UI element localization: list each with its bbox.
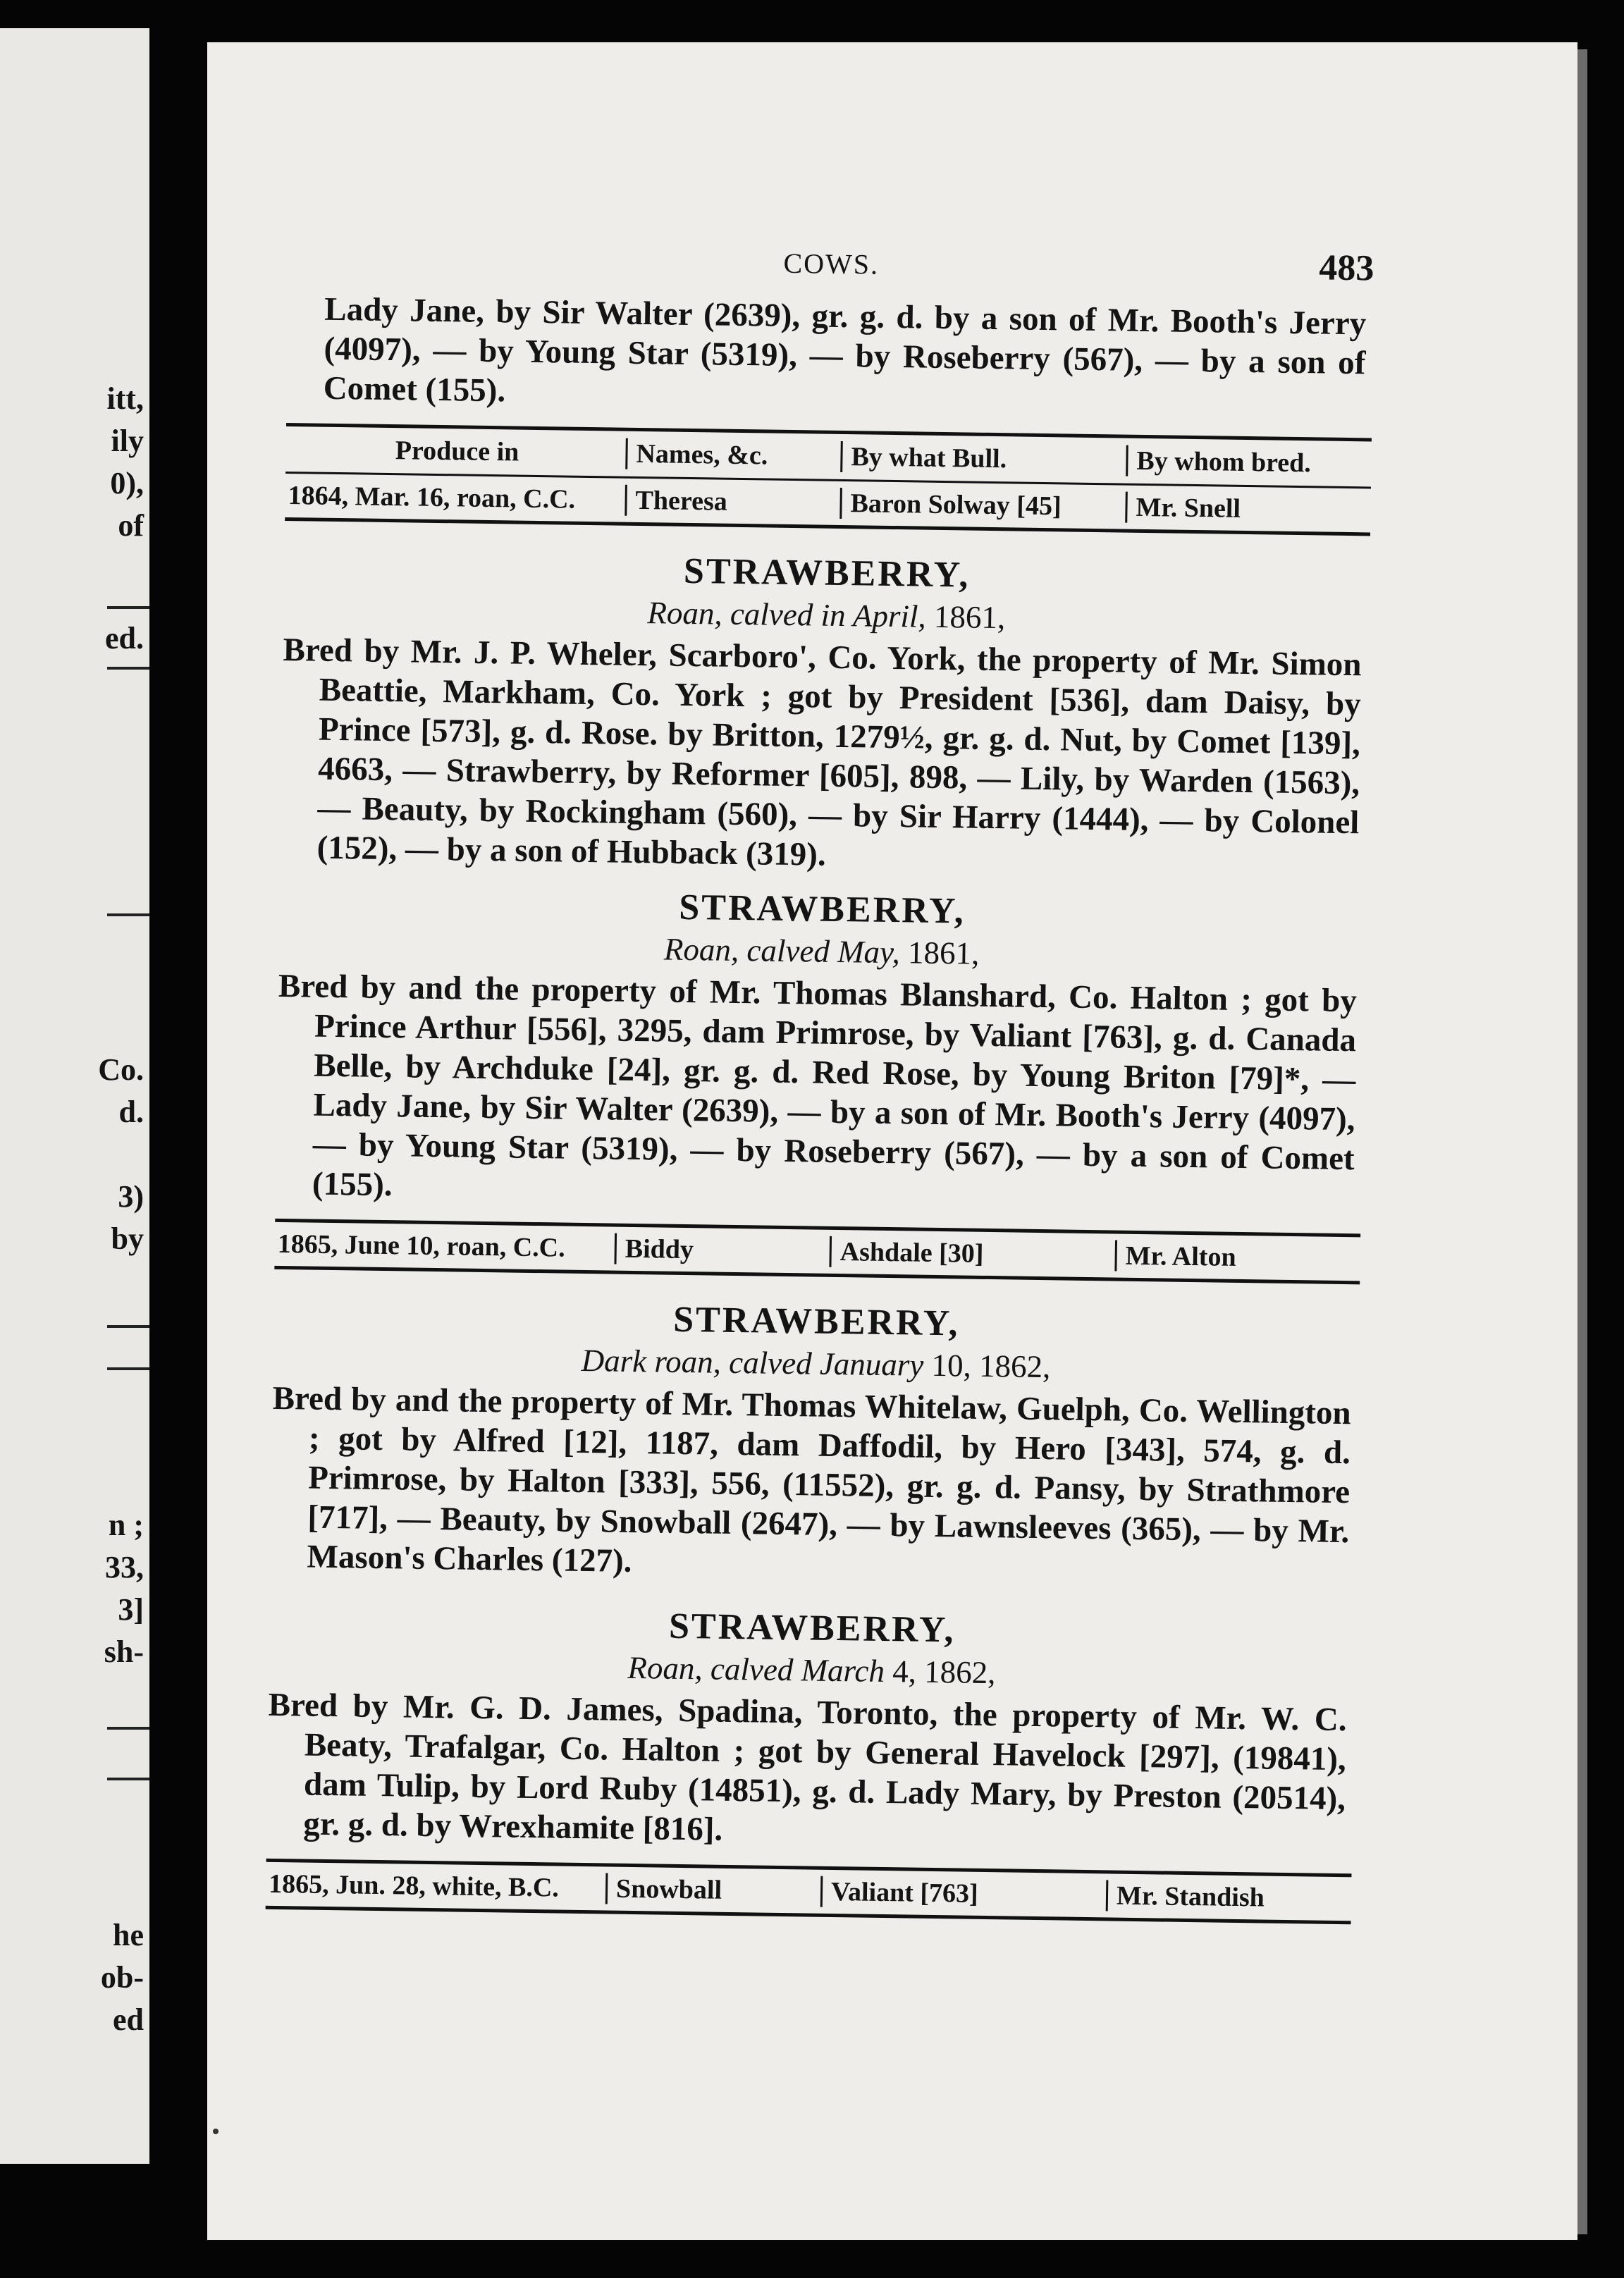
book-page bbox=[207, 42, 1577, 2240]
page-content bbox=[266, 226, 1374, 1924]
running-title: COWS. bbox=[783, 247, 880, 281]
entry-subtitle: Roan, calved May, 1861, bbox=[663, 931, 980, 971]
margin-fragment: ed. bbox=[105, 621, 144, 655]
facing-page-fragment bbox=[0, 28, 149, 2164]
entry-title: STRAWBERRY, bbox=[678, 887, 966, 932]
margin-fragment: 0), bbox=[110, 466, 144, 500]
entry-paragraph: Bred by Mr. G. D. James, Spadina, Toronto, the property of Mr. W. C. Beaty, Trafalgar, Co. Halton ; got by General Havelock [297], (19841), dam Tulip, by Lord Ruby (14851), g. d. Lady Mary, by Preston (20514), gr. g. d. by Wrexhamite [816]. bbox=[268, 1686, 1347, 1848]
produce-date: 1864, Mar. 16, roan, C.C. bbox=[288, 481, 576, 515]
produce-bull: Valiant [763] bbox=[820, 1876, 1107, 1911]
header-names: Names, &c. bbox=[625, 438, 841, 472]
entry-title: STRAWBERRY, bbox=[683, 550, 971, 596]
entry-title: STRAWBERRY, bbox=[668, 1606, 956, 1651]
margin-fragment: sh- bbox=[104, 1634, 144, 1669]
produce-breeder: Mr. Snell bbox=[1125, 492, 1371, 527]
produce-bull: Ashdale [30] bbox=[829, 1236, 1115, 1272]
entry-paragraph: Bred by and the property of Mr. Thomas Blanshard, Co. Halton ; got by Prince Arthur [556], 3295, dam Primrose, by Valiant [763], g. d. Canada Belle, by Archduke [24], gr. g. d. Red Rose, by Young Briton [79]*, — Lady Jane, by Sir Walter (2639), — by a son of Mr. Booth's Jerry (4097), — by Young Star (5319), — by Roseberry (567), — by a son of Comet (155). bbox=[278, 967, 1358, 1204]
produce-name: Theresa bbox=[625, 485, 840, 519]
margin-fragment: Co. bbox=[98, 1052, 144, 1087]
entry-subtitle: Roan, calved in April, 1861, bbox=[647, 595, 1006, 636]
produce-table bbox=[266, 1859, 1352, 1924]
entry-subtitle: Dark roan, calved January 10, 1862, bbox=[581, 1342, 1051, 1385]
margin-rule bbox=[107, 606, 149, 609]
entry-title: STRAWBERRY, bbox=[672, 1299, 960, 1344]
margin-fragment: he bbox=[113, 1918, 144, 1952]
margin-fragment: 3) bbox=[118, 1179, 144, 1214]
entry-subtitle: Roan, calved March 4, 1862, bbox=[627, 1649, 996, 1691]
produce-name: Snowball bbox=[605, 1873, 821, 1907]
produce-breeder: Mr. Alton bbox=[1114, 1240, 1360, 1275]
produce-row bbox=[274, 1222, 1360, 1281]
margin-rule bbox=[107, 1778, 149, 1780]
header-produce-in: Produce in bbox=[395, 436, 519, 467]
margin-rule bbox=[107, 1367, 149, 1370]
entry-paragraph: Bred by Mr. J. P. Wheler, Scarboro', Co. York, the property of Mr. Simon Beattie, Markham, Co. York ; got by President [536], dam Daisy, by Prince [573], g. d. Rose. by Britton, 1279½, gr. g. d. Nut, by Comet [139], 4663, — Strawberry, by Reformer [605], 898, — Lily, by Warden (1563), — Beauty, by Rockingham (560), — by Sir Harry (1444), — by Colonel (152), — by a son of Hubback (319). bbox=[283, 631, 1362, 873]
margin-fragment: n ; bbox=[108, 1508, 144, 1542]
entry-paragraph: Bred by and the property of Mr. Thomas Whitelaw, Guelph, Co. Wellington ; got by Alfred [12], 1187, dam Daffodil, by Hero [343], 574, g. d. Primrose, by Halton [333], 556, (11552), gr. g. d. Pansy, by Strathmore [717], — Beauty, by Snowball (2647), — by Lawnsleeves (365), — by Mr. Mason's Charles (127). bbox=[272, 1379, 1351, 1580]
produce-name: Biddy bbox=[614, 1233, 830, 1267]
margin-rule bbox=[107, 667, 149, 670]
produce-bull: Baron Solway [45] bbox=[839, 488, 1126, 523]
produce-date: 1865, Jun. 28, white, B.C. bbox=[268, 1868, 560, 1903]
page-number: 483 bbox=[1318, 247, 1374, 289]
intro-paragraph: Lady Jane, by Sir Walter (2639), gr. g. d. by a son of Mr. Booth's Jerry (4097), — by Young Star (5319), — by Roseberry (567), — by a son of Comet (155). bbox=[323, 290, 1367, 410]
produce-date: 1865, June 10, roan, C.C. bbox=[277, 1229, 565, 1263]
margin-fragment: by bbox=[111, 1221, 144, 1256]
margin-fragment: ob- bbox=[100, 1960, 144, 1995]
produce-table bbox=[274, 1219, 1360, 1284]
margin-rule bbox=[107, 1325, 149, 1328]
margin-fragment: itt, bbox=[106, 381, 144, 416]
margin-fragment: of bbox=[118, 508, 144, 543]
margin-fragment: 3] bbox=[118, 1592, 144, 1627]
produce-row bbox=[266, 1862, 1352, 1921]
header-by-whom-bred: By whom bred. bbox=[1126, 445, 1372, 480]
margin-rule bbox=[107, 913, 149, 916]
margin-fragment: ed bbox=[113, 2002, 144, 2037]
margin-fragment: ily bbox=[111, 424, 144, 458]
header-by-what-bull: By what Bull. bbox=[840, 441, 1126, 476]
page-edge bbox=[1577, 49, 1587, 2234]
margin-rule bbox=[107, 1727, 149, 1730]
produce-table bbox=[285, 423, 1372, 536]
produce-breeder: Mr. Standish bbox=[1106, 1880, 1352, 1914]
paper-speck bbox=[213, 2129, 219, 2134]
margin-fragment: 33, bbox=[105, 1550, 144, 1584]
margin-fragment: d. bbox=[118, 1095, 144, 1129]
